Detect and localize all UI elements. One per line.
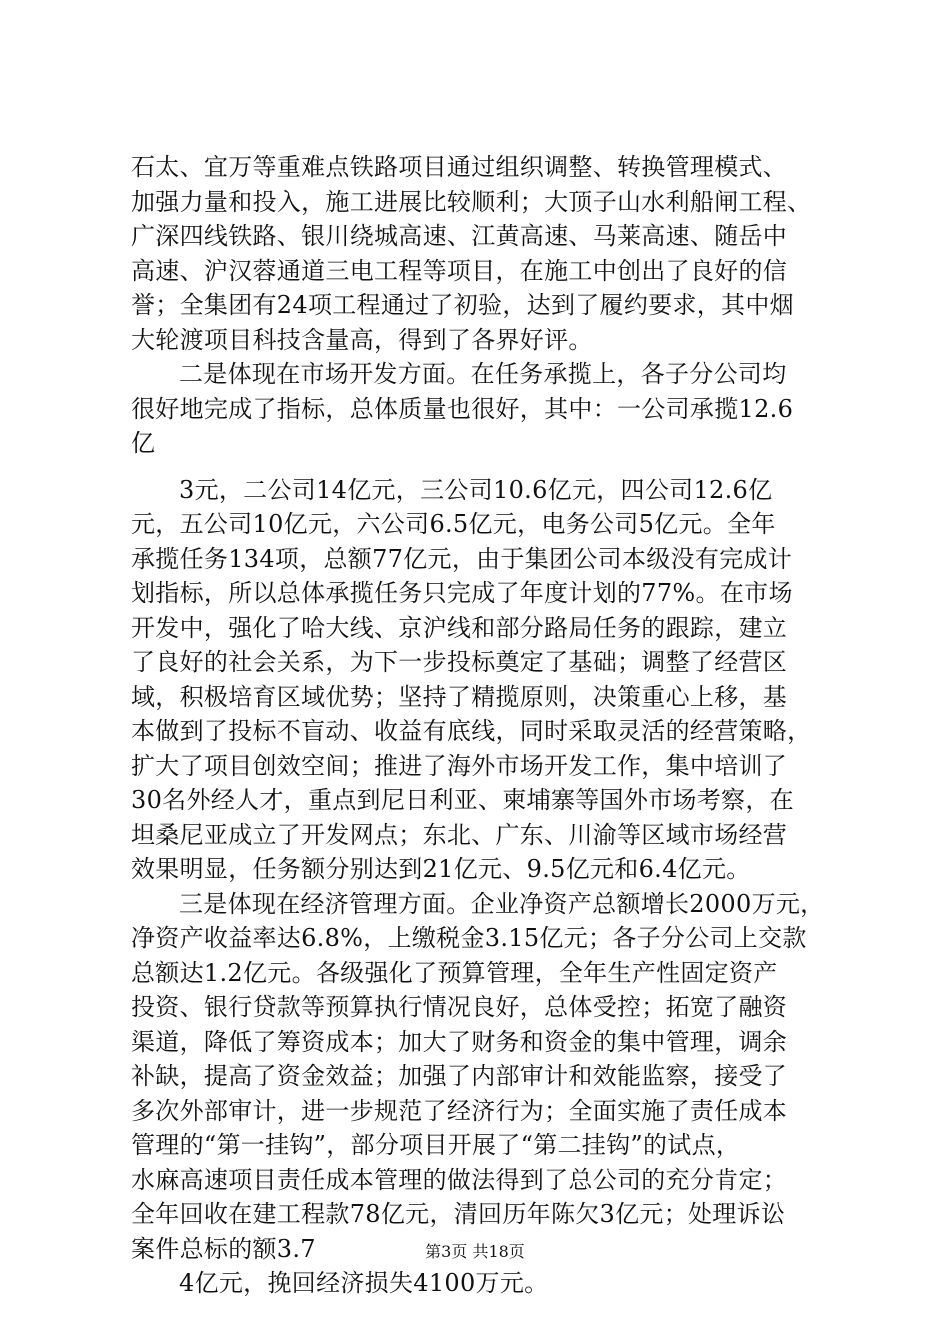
paragraph-start-line: 三是体现在经济管理方面。企业净资产总额增长2000万元， [179,889,825,918]
paragraph-start-line: 3元，二公司14亿元，三公司10.6亿元，四公司12.6亿 [179,475,773,504]
text-line: 水麻高速项目责任成本管理的做法得到了总公司的充分肯定； [131,1165,788,1194]
text-line: 案件总标的额3.7 [131,1234,316,1263]
text-line: 划指标，所以总体承揽任务只完成了年度计划的77%。在市场 [131,579,793,607]
text-line: 总额达1.2亿元。各级强化了预算管理，全年生产性固定资产 [131,958,778,987]
text-line: 坦桑尼亚成立了开发网点；东北、广东、川渝等区域市场经营 [131,820,788,849]
text-line: 净资产收益率达6.8%，上缴税金3.15亿元；各子分公司上交款 [131,924,807,952]
text-line: 补缺，提高了资金效益；加强了内部审计和效能监察，接受了 [131,1062,788,1090]
text-line: 元，五公司10亿元，六公司6.5亿元，电务公司5亿元。全年 [131,510,776,538]
text-line: 多次外部审计，进一步规范了经济行为；全面实施了责任成本 [131,1096,788,1125]
body-text [131,150,831,1301]
page-footer: 第3页 共18页 [425,1242,525,1261]
text-line: 高速、沪汉蓉通道三电工程等项目，在施工中创出了良好的信 [131,256,788,285]
text-line: 很好地完成了指标，总体质量也很好，其中：一公司承揽12.6 [131,394,794,423]
text-line: 石太、宜万等重难点铁路项目通过组织调整、转换管理模式、 [131,153,788,181]
text-line: 亿 [131,429,156,457]
text-line: 本做到了投标不盲动、收益有底线，同时采取灵活的经营策略， [131,717,812,745]
text-line: 广深四线铁路、银川绕城高速、江黄高速、马莱高速、随岳中 [131,222,788,250]
text-line: 加强力量和投入，施工进展比较顺利；大顶子山水利船闸工程、 [131,187,812,216]
text-line: 效果明显，任务额分别达到21亿元、9.5亿元和6.4亿元。 [131,855,751,883]
text-line: 开发中，强化了哈大线、京沪线和部分路局任务的跟踪，建立 [131,613,788,642]
text-line: 渠道，降低了筹资成本；加大了财务和资金的集中管理，调余 [131,1027,788,1056]
text-line: 30名外经人才，重点到尼日利亚、柬埔寨等国外市场考察，在 [131,786,794,814]
paragraph-start-line: 二是体现在市场开发方面。在任务承揽上，各子分公司均 [179,360,787,388]
paragraph-gap [131,461,831,473]
text-line: 投资、银行贷款等预算执行情况良好，总体受控；拓宽了融资 [131,993,788,1021]
text-line: 管理的“第一挂钩”，部分项目开展了“第二挂钩”的试点， [131,1131,741,1159]
text-line: 全年回收在建工程款78亿元，清回历年陈欠3亿元；处理诉讼 [131,1200,786,1228]
paragraph-start-line: 4亿元，挽回经济损失4100万元。 [179,1269,549,1297]
text-line: 了良好的社会关系，为下一步投标奠定了基础；调整了经营区 [131,648,788,676]
text-line: 大轮渡项目科技含量高，得到了各界好评。 [131,325,593,354]
text-line: 扩大了项目创效空间；推进了海外市场开发工作，集中培训了 [131,751,788,780]
text-line: 承揽任务134项，总额77亿元，由于集团公司本级没有完成计 [131,544,793,573]
text-line: 誉；全集团有24项工程通过了初验，达到了履约要求，其中烟 [131,291,794,319]
text-line: 域，积极培育区域优势；坚持了精揽原则，决策重心上移，基 [131,682,788,711]
